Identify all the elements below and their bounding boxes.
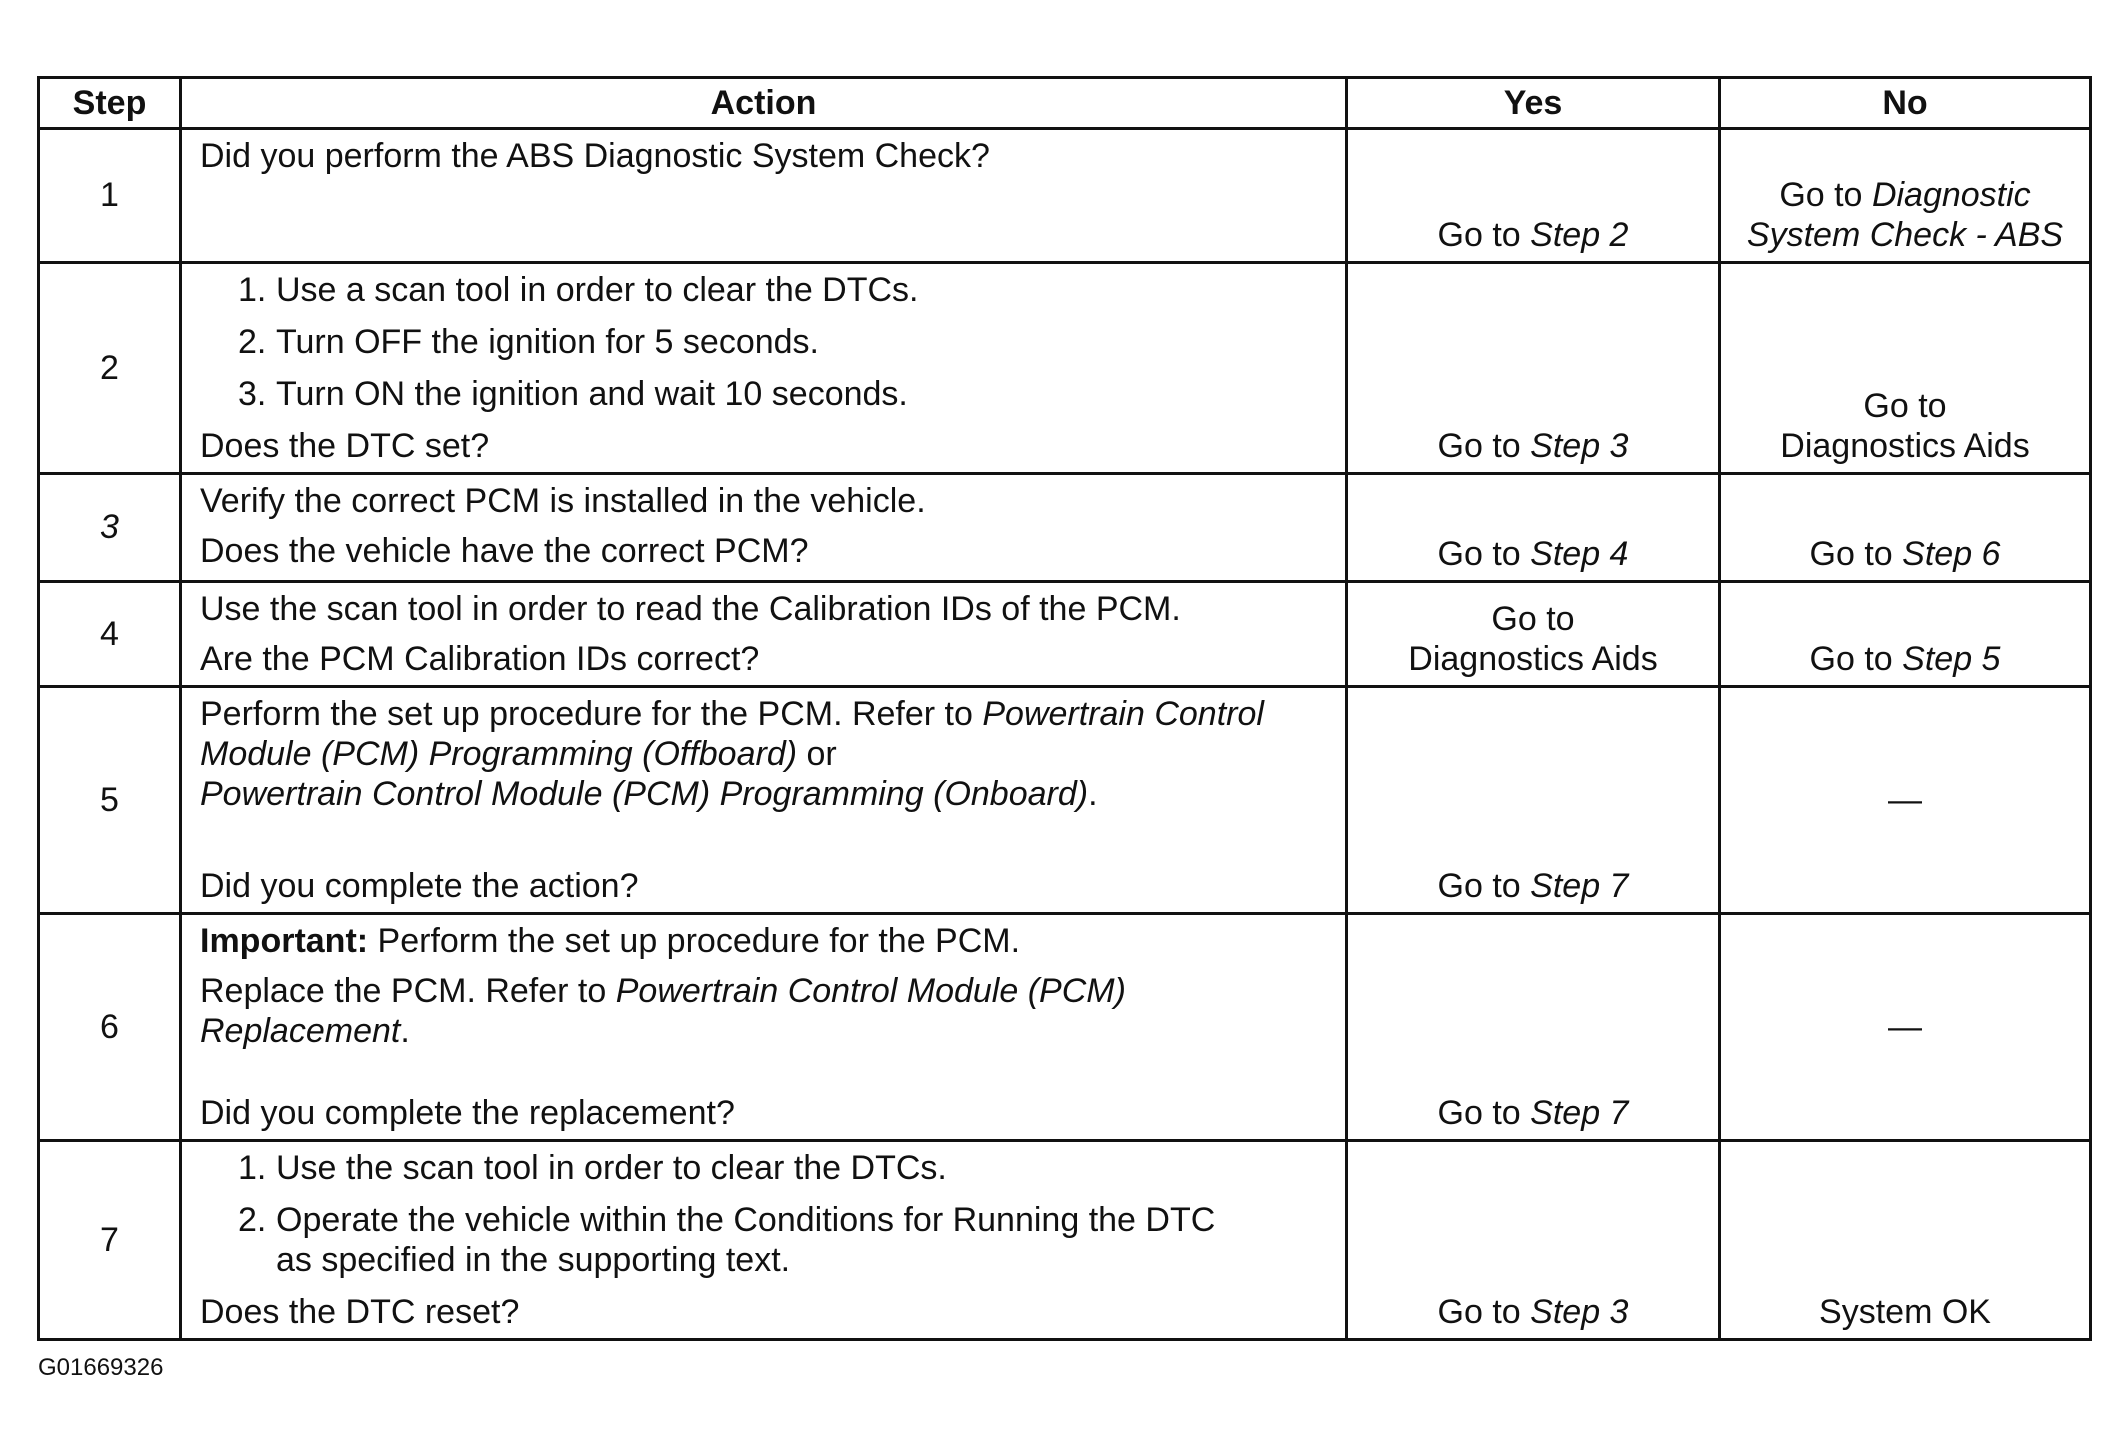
no-cell: System OK xyxy=(1720,1141,2091,1340)
procedure-link[interactable]: Diagnostics Aids xyxy=(1408,640,1658,678)
step-number: 3 xyxy=(39,474,181,582)
list-item: 1. Use a scan tool in order to clear the DTCs. xyxy=(238,271,919,309)
action-question: Does the DTC reset? xyxy=(200,1293,520,1331)
header-action: Action xyxy=(181,78,1347,129)
no-cell: Go to Step 6 xyxy=(1720,474,2091,582)
action-cell: Use the scan tool in order to read the Calibration IDs of the PCM. Are the PCM Calibration IDs correct? xyxy=(181,582,1347,687)
action-question: Did you complete the replacement? xyxy=(200,1094,735,1132)
table-row xyxy=(39,263,2091,474)
action-cell xyxy=(181,263,1347,474)
action-cell: Important: Perform the set up procedure for the PCM. Replace the PCM. Refer to Powertrain Control Module (PCM) Replacement. Did you complete the replacement? xyxy=(181,914,1347,1141)
action-steps-list xyxy=(200,1148,1327,1280)
action-steps-list xyxy=(200,270,1327,414)
step-number: 6 xyxy=(39,914,181,1141)
yes-cell: Go to Step 4 xyxy=(1347,474,1720,582)
header-step: Step xyxy=(39,78,181,129)
table-row xyxy=(39,129,2091,263)
step-link[interactable]: Step 7 xyxy=(1530,867,1629,905)
no-cell: Go to Diagnostics Aids xyxy=(1720,263,2091,474)
step-link[interactable]: Step 2 xyxy=(1530,216,1629,254)
action-cell xyxy=(181,1141,1347,1340)
step-link[interactable]: Step 4 xyxy=(1530,535,1629,573)
no-cell: Go to Step 5 xyxy=(1720,582,2091,687)
action-question: Did you perform the ABS Diagnostic System Check? xyxy=(200,137,990,175)
action-cell: Verify the correct PCM is installed in the vehicle. Does the vehicle have the correct PCM? xyxy=(181,474,1347,582)
yes-cell: Go to Step 3 xyxy=(1347,263,1720,474)
important-label: Important: xyxy=(200,922,369,960)
yes-cell: Go to Step 3 xyxy=(1347,1141,1720,1340)
step-number: 2 xyxy=(39,263,181,474)
list-item: 3. Turn ON the ignition and wait 10 seconds. xyxy=(238,375,908,413)
procedure-link[interactable]: Powertrain Control Module (PCM) Programming (Onboard) xyxy=(200,775,1089,813)
list-item: 2. Turn OFF the ignition for 5 seconds. xyxy=(238,323,819,361)
no-cell: — xyxy=(1720,914,2091,1141)
step-number: 5 xyxy=(39,687,181,914)
procedure-link[interactable]: System Check - ABS xyxy=(1746,216,2064,254)
yes-cell: Go to Step 7 xyxy=(1347,687,1720,914)
table-row xyxy=(39,914,2091,1141)
header-no: No xyxy=(1720,78,2091,129)
step-link[interactable]: Step 7 xyxy=(1530,1094,1629,1132)
action-question: Did you complete the action? xyxy=(200,867,639,905)
procedure-link[interactable]: Powertrain Control Module (PCM) Programming (Offboard) xyxy=(200,695,1264,773)
list-item: 1. Use the scan tool in order to clear the DTCs. xyxy=(238,1149,947,1187)
step-link[interactable]: Step 5 xyxy=(1902,640,2001,678)
procedure-link[interactable]: Powertrain Control Module (PCM) Replacement xyxy=(200,972,1126,1050)
step-number: 7 xyxy=(39,1141,181,1340)
header-yes: Yes xyxy=(1347,78,1720,129)
step-number: 1 xyxy=(39,129,181,263)
header-row xyxy=(39,78,2091,129)
yes-cell: Go to Step 7 xyxy=(1347,914,1720,1141)
yes-cell: Go to Step 2 xyxy=(1347,129,1720,263)
step-link[interactable]: Step 3 xyxy=(1530,1293,1629,1331)
action-cell: Perform the set up procedure for the PCM. Refer to Powertrain Control Module (PCM) Programming (Offboard) or Powertrain Control Module (PCM) Programming (Onboard). Did you complete the action? xyxy=(181,687,1347,914)
action-cell xyxy=(181,129,1347,263)
procedure-link[interactable]: Diagnostic xyxy=(1871,176,2031,214)
procedure-link[interactable]: Diagnostics Aids xyxy=(1780,427,2030,465)
table-row xyxy=(39,474,2091,582)
action-question: Does the DTC set? xyxy=(200,427,490,465)
diagnostic-table xyxy=(37,76,2092,1341)
figure-id: G01669326 xyxy=(38,1354,164,1381)
table-row xyxy=(39,1141,2091,1340)
step-number: 4 xyxy=(39,582,181,687)
list-item: 2. Operate the vehicle within the Conditions for Running the DTC as specified in the supporting text. xyxy=(238,1201,1216,1279)
step-link[interactable]: Step 3 xyxy=(1530,427,1629,465)
step-link[interactable]: Step 6 xyxy=(1902,535,2001,573)
table-row xyxy=(39,687,2091,914)
no-cell: Go to Diagnostic System Check - ABS xyxy=(1720,129,2091,263)
no-cell: — xyxy=(1720,687,2091,914)
action-question: Are the PCM Calibration IDs correct? xyxy=(200,640,760,678)
action-question: Does the vehicle have the correct PCM? xyxy=(200,532,809,570)
yes-cell: Go to Diagnostics Aids xyxy=(1347,582,1720,687)
table-row xyxy=(39,582,2091,687)
